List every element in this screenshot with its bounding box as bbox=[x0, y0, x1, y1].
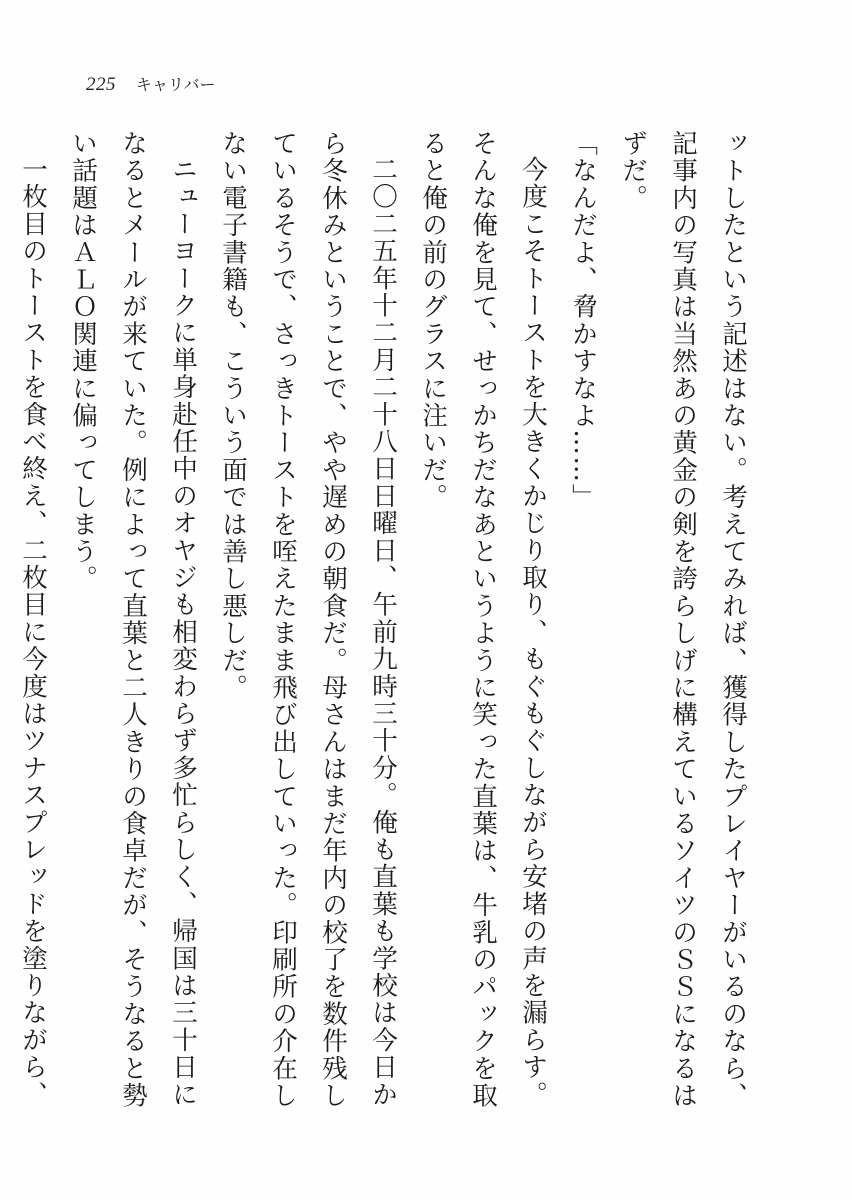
paragraph: 一枚目のトーストを食べ終え、二枚目に今度はツナスプレッドを塗りながら、 bbox=[18, 155, 48, 1108]
paragraph: ットしたという記述はない。考えてみれば、獲得したプレイヤーがいるのなら、記事内の写真は当然あの黄金の剣を誇らしげに構えているソイツのＳＳになるはずだ。 bbox=[618, 130, 748, 1110]
paragraph-dialogue: 「なんだよ、脅かすなよ……」 bbox=[568, 130, 598, 511]
page-number: 225 bbox=[86, 74, 116, 95]
page-header bbox=[86, 72, 216, 102]
vertical-body-text bbox=[18, 130, 758, 1120]
paragraph: 今度こそトーストを大きくかじり取り、もぐもぐしながら安堵の声を漏らす。そんな俺を見て、せっかちだなあというように笑った直葉は、牛乳のパックを取ると俺の前のグラスに注いだ。 bbox=[418, 130, 548, 1110]
running-head: キャリバー bbox=[136, 75, 216, 94]
paragraph: 二〇二五年十二月二十八日日曜日、午前九時三十分。俺も直葉も学校は今日から冬休みということで、やや遅めの朝食だ。母さんはまだ年内の校了を数件残しているそうで、さっきトーストを咥えたまま飛び出していった。印刷所の介在しない電子書籍も、こういう面では善し悪しだ。 bbox=[218, 130, 398, 1110]
paragraph: ニューヨークに単身赴任中のオヤジも相変わらず多忙らしく、帰国は三十日になるとメールが来ていた。例によって直葉と二人きりの食卓だが、そうなると勢い話題はＡＬＯ関連に偏ってしまう。 bbox=[68, 130, 198, 1110]
